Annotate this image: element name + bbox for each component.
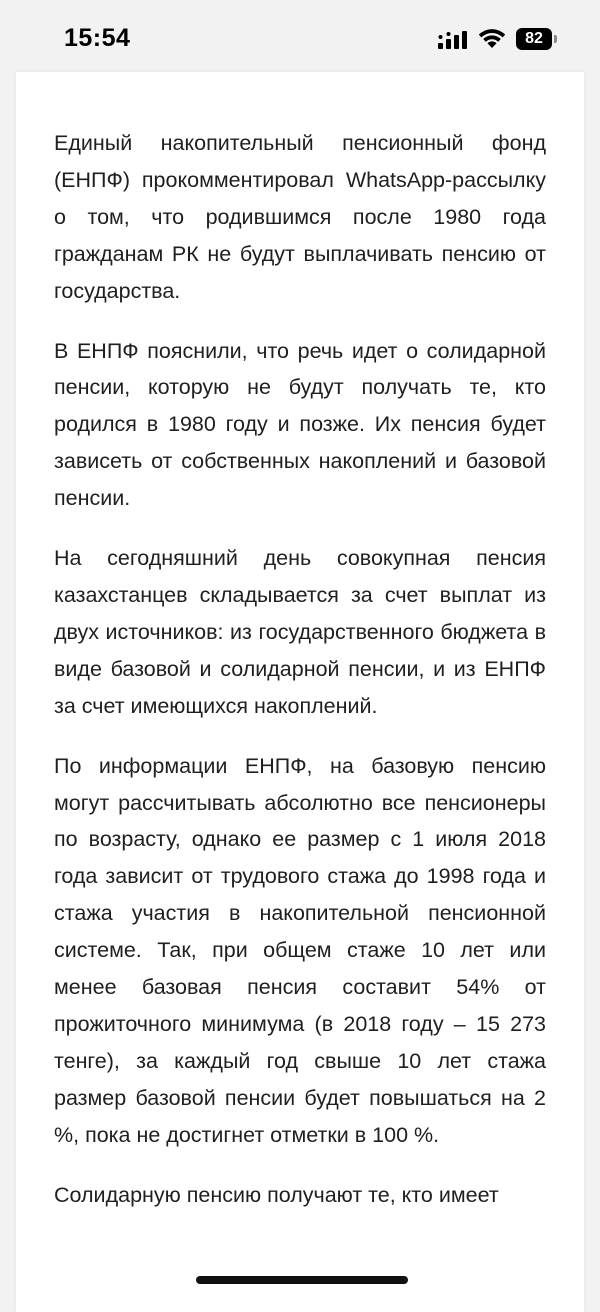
article-paragraph-1: Единый накопительный пенсионный фонд (ЕНПФ) прокомментировал WhatsApp-рассылку о том, что родившимся после 1980 года гражданам РК не будут выплачивать пенсию от государства.: [54, 131, 546, 303]
status-bar: [0, 0, 600, 72]
article-paragraph-5: Солидарную пенсию получают те, кто имеет: [54, 1182, 499, 1207]
battery-icon: [516, 28, 560, 50]
article-paragraph-2: В ЕНПФ пояснили, что речь идет о солидарной пенсии, которую не будут получать те, кто родился в 1980 году и позже. Их пенсия будет зависеть от собственных накоплений и базовой пенсии.: [54, 338, 546, 511]
article-paragraph-4: По информации ЕНПФ, на базовую пенсию могут рассчитывать абсолютно все пенсионеры по возрасту, однако ее размер с 1 июля 2018 года зависит от трудового стажа до 1998 года и стажа участия в накопительной пенсионной системе. Так, при общем стаже 10 лет или менее базовая пенсия составит 54% от прожиточного минимума (в 2018 году – 15 273 тенге), за каждый год свыше 10 лет стажа размер базовой пенсии будет повышаться на 2 %, пока не достигнет отметки в 100 %.: [54, 753, 546, 1147]
signal-icon: [438, 31, 470, 49]
article-body: [54, 125, 546, 1236]
article-paragraph-3: На сегодняшний день совокупная пенсия казахстанцев складывается за счет выплат из двух источников: из государственного бюджета в виде базовой и солидарной пенсии, и из ЕНПФ за счет имеющихся накоплений.: [54, 546, 546, 718]
article-card: [16, 72, 584, 1312]
battery-level: 82: [516, 28, 552, 50]
status-time: 15:54: [64, 24, 131, 52]
battery-cap: [554, 35, 557, 43]
home-indicator[interactable]: [196, 1276, 408, 1284]
wifi-icon: [478, 28, 506, 50]
